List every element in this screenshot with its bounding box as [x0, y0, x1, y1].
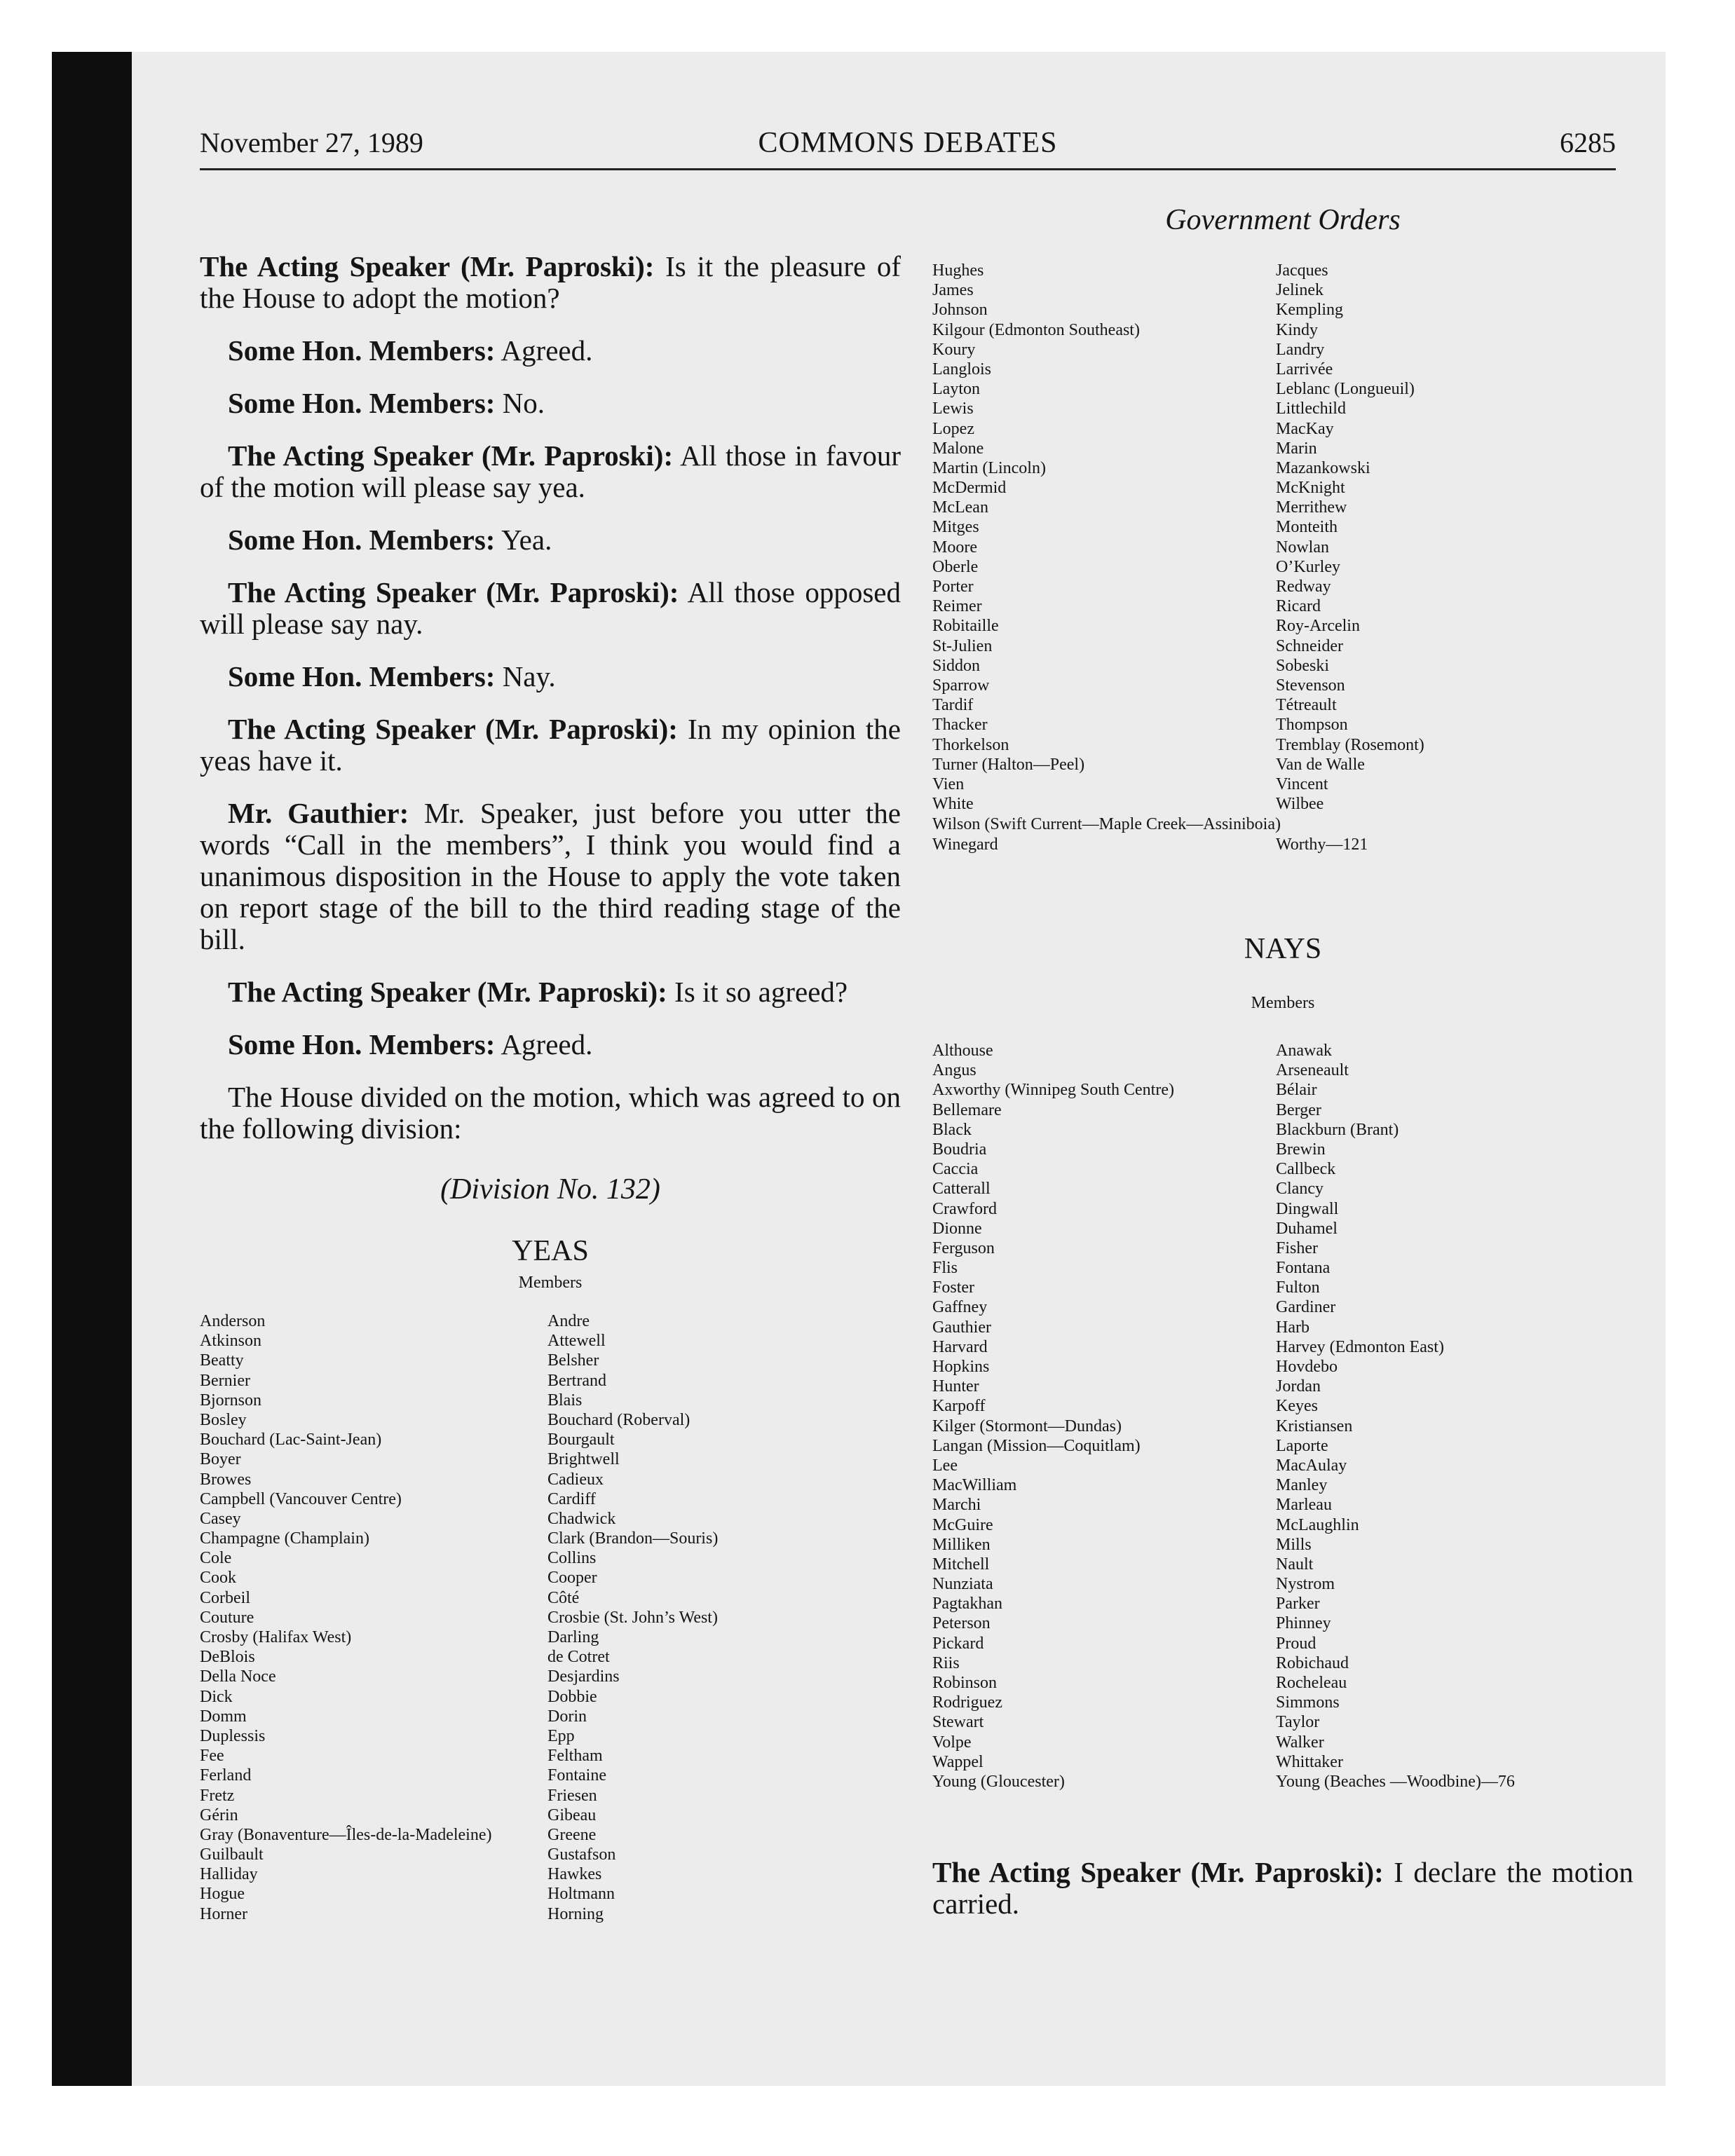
member-name: Marchi — [932, 1496, 981, 1515]
nays-members-label: Members — [1251, 994, 1315, 1012]
member-name: Milliken — [932, 1535, 991, 1554]
member-name: Bélair — [1276, 1081, 1317, 1100]
member-name: Malone — [932, 439, 984, 458]
yeas-members-label: Members — [518, 1274, 583, 1292]
member-name: Attewell — [547, 1332, 606, 1351]
yeas-list-col4 — [1276, 261, 1424, 814]
member-name: Vincent — [1276, 775, 1328, 793]
member-name: Gauthier — [932, 1318, 991, 1337]
member-name: Harvard — [932, 1337, 988, 1356]
member-name: de Cotret — [547, 1648, 610, 1667]
speech-text: Nay. — [495, 660, 556, 692]
member-name: Stewart — [932, 1713, 984, 1732]
member-name: Simmons — [1276, 1693, 1340, 1712]
member-name: Clark (Brandon—Souris) — [547, 1529, 719, 1548]
member-name: Proud — [1276, 1634, 1316, 1653]
speaker-name: Mr. Gauthier: — [228, 797, 409, 829]
member-name: Jacques — [1276, 261, 1328, 280]
member-name: Gaffney — [932, 1298, 988, 1317]
member-name: Riis — [932, 1653, 960, 1672]
member-name: Epp — [547, 1726, 575, 1745]
member-name: Nystrom — [1276, 1575, 1335, 1594]
member-name: Callbeck — [1276, 1160, 1336, 1179]
member-name: Fee — [200, 1747, 224, 1766]
speech-text: All those opposed will please say nay. — [200, 576, 901, 640]
member-name: Mazankowski — [1276, 458, 1370, 477]
debate-paragraph — [200, 1082, 901, 1145]
member-name: Reimer — [932, 597, 982, 616]
member-name: Bouchard (Roberval) — [547, 1410, 690, 1429]
member-name: Fisher — [1276, 1239, 1318, 1257]
debate-paragraph — [200, 976, 901, 1008]
member-name: Sobeski — [1276, 656, 1330, 675]
debate-paragraph — [200, 524, 901, 556]
member-name: Bertrand — [547, 1371, 606, 1390]
member-name: Ferland — [200, 1766, 252, 1785]
member-name: Littlechild — [1276, 400, 1346, 418]
member-name: Dorin — [547, 1707, 587, 1726]
speaker-name: Some Hon. Members: — [228, 387, 496, 419]
speaker-name: The Acting Speaker (Mr. Paproski): — [200, 250, 655, 282]
member-name: Greene — [547, 1825, 597, 1844]
member-name: Cooper — [547, 1569, 597, 1588]
member-name: Schneider — [1276, 636, 1343, 655]
member-name: Fulton — [1276, 1278, 1320, 1297]
speaker-name: Some Hon. Members: — [228, 660, 496, 692]
member-name: Redway — [1276, 578, 1331, 596]
member-name: Jelinek — [1276, 281, 1324, 300]
speaker-name: Some Hon. Members: — [228, 334, 496, 367]
member-name: Langlois — [932, 360, 991, 378]
member-name: Leblanc (Longueuil) — [1276, 380, 1415, 399]
speaker-name: The Acting Speaker (Mr. Paproski): — [932, 1856, 1384, 1888]
member-name: MacAulay — [1276, 1456, 1347, 1475]
member-name: Koury — [932, 340, 976, 359]
member-name: Dingwall — [1276, 1199, 1339, 1218]
speaker-name: The Acting Speaker (Mr. Paproski): — [228, 713, 678, 745]
member-name: Mitchell — [932, 1555, 990, 1574]
member-name: Campbell (Vancouver Centre) — [200, 1489, 402, 1508]
member-name: Hogue — [200, 1885, 245, 1904]
member-name: Belsher — [547, 1351, 599, 1370]
member-name: Jordan — [1276, 1377, 1321, 1396]
member-name: Crosby (Halifax West) — [200, 1628, 352, 1646]
member-name: Van de Walle — [1276, 755, 1365, 774]
member-name: Collins — [547, 1549, 597, 1568]
member-name: Casey — [200, 1509, 241, 1528]
member-name: Martin (Lincoln) — [932, 458, 1046, 477]
speech-text: No. — [495, 387, 545, 419]
member-name: Thompson — [1276, 716, 1348, 735]
member-name: Couture — [200, 1608, 254, 1627]
member-name: Arseneault — [1276, 1061, 1349, 1080]
member-name: Harb — [1276, 1318, 1309, 1337]
member-name: Blais — [547, 1391, 583, 1410]
member-name: Kindy — [1276, 320, 1318, 339]
member-name: Mills — [1276, 1535, 1312, 1554]
speaker-name: The Acting Speaker (Mr. Paproski): — [228, 439, 674, 472]
member-name: Wappel — [932, 1752, 984, 1771]
member-name: Feltham — [547, 1747, 603, 1766]
member-name: Kilger (Stormont—Dundas) — [932, 1417, 1122, 1435]
member-name: Guilbault — [200, 1845, 264, 1864]
speaker-name: The Acting Speaker (Mr. Paproski): — [228, 576, 679, 608]
member-name: Peterson — [932, 1614, 991, 1633]
member-name: Brewin — [1276, 1140, 1326, 1159]
member-name: Merrithew — [1276, 498, 1347, 517]
member-name: Langan (Mission—Coquitlam) — [932, 1436, 1141, 1455]
member-name: Wilson (Swift Current—Maple Creek—Assiniboia) — [932, 815, 1281, 833]
member-name: Ricard — [1276, 597, 1321, 616]
member-name: Angus — [932, 1061, 977, 1080]
member-name: Keyes — [1276, 1397, 1318, 1416]
speech-text: In my opinion the yeas have it. — [200, 713, 901, 777]
member-name: Cook — [200, 1569, 237, 1588]
debate-paragraph — [200, 335, 901, 367]
member-name: Layton — [932, 380, 980, 399]
member-name: Wilbee — [1276, 795, 1324, 814]
member-name: Oberle — [932, 557, 979, 576]
member-name: Robitaille — [932, 617, 999, 636]
member-name: Bellemare — [932, 1100, 1002, 1119]
member-name: Domm — [200, 1707, 247, 1726]
member-name: Caccia — [932, 1160, 979, 1179]
member-name: Rocheleau — [1276, 1674, 1347, 1692]
member-name: Hunter — [932, 1377, 979, 1396]
member-name: Dobbie — [547, 1687, 597, 1706]
member-name: Hawkes — [547, 1865, 602, 1884]
member-name: Lewis — [932, 400, 974, 418]
member-name: Berger — [1276, 1100, 1321, 1119]
member-name: Friesen — [547, 1786, 597, 1805]
member-name: McLean — [932, 498, 988, 517]
member-name: Gustafson — [547, 1845, 616, 1864]
nays-list-col2 — [1276, 1041, 1515, 1792]
yeas-heading: YEAS — [512, 1235, 589, 1267]
debate-paragraph — [200, 714, 901, 777]
debate-paragraph — [200, 798, 901, 955]
member-name: Crosbie (St. John’s West) — [547, 1608, 718, 1627]
speech-text: Agreed. — [495, 334, 593, 367]
speech-text: Is it the pleasure of the House to adopt the motion? — [200, 250, 901, 314]
member-name: Volpe — [932, 1733, 972, 1752]
section-title: Government Orders — [1165, 204, 1401, 236]
member-name: Robichaud — [1276, 1653, 1349, 1672]
member-name: Robinson — [932, 1674, 998, 1692]
member-name: Corbeil — [200, 1588, 250, 1607]
member-name: Fretz — [200, 1786, 235, 1805]
member-name: Pagtakhan — [932, 1595, 1002, 1613]
member-name: Duhamel — [1276, 1219, 1338, 1238]
member-name: Kempling — [1276, 301, 1343, 320]
nays-heading: NAYS — [1244, 933, 1322, 965]
member-name: Andre — [547, 1312, 590, 1330]
member-name: Sparrow — [932, 676, 990, 695]
member-name: McDermid — [932, 479, 1007, 498]
member-name: Anawak — [1276, 1042, 1332, 1060]
member-name: Dick — [200, 1687, 233, 1706]
member-name: St-Julien — [932, 636, 993, 655]
member-name: Darling — [547, 1628, 599, 1646]
member-name: MacKay — [1276, 419, 1334, 438]
member-name: Holtmann — [547, 1885, 615, 1904]
debate-paragraph — [200, 251, 901, 314]
speech-text: Mr. Speaker, just before you utter the words “Call in the members”, I think you would find a unanimous disposition in the House to apply the vote taken on report stage of the bill to the third reading stage of the bill. — [200, 797, 901, 955]
member-name: Harvey (Edmonton East) — [1276, 1337, 1444, 1356]
member-name: Stevenson — [1276, 676, 1345, 695]
member-name: O’Kurley — [1276, 557, 1340, 576]
debate-column — [200, 251, 901, 1292]
member-name: Parker — [1276, 1595, 1320, 1613]
member-name: White — [932, 795, 974, 814]
member-name: McKnight — [1276, 479, 1345, 498]
member-name: Blackburn (Brant) — [1276, 1120, 1399, 1139]
member-name: McGuire — [932, 1515, 993, 1534]
member-name: Cole — [200, 1549, 232, 1568]
member-name: Gérin — [200, 1806, 238, 1824]
debate-paragraph — [200, 1029, 901, 1060]
member-name: Althouse — [932, 1042, 993, 1060]
speaker-name: Some Hon. Members: — [228, 1028, 496, 1060]
member-name: Catterall — [932, 1180, 991, 1199]
member-name: Gray (Bonaventure—Îles-de-la-Madeleine) — [200, 1825, 492, 1844]
member-name: Thorkelson — [932, 735, 1009, 754]
member-name: Duplessis — [200, 1726, 266, 1745]
member-name: Nault — [1276, 1555, 1314, 1574]
member-name: Fontaine — [547, 1766, 606, 1785]
binding-edge — [52, 52, 132, 2086]
member-name: MacWilliam — [932, 1476, 1017, 1495]
member-name: Horning — [547, 1904, 604, 1923]
member-name: Hopkins — [932, 1358, 990, 1376]
member-name: Foster — [932, 1278, 974, 1297]
page-header — [200, 126, 1616, 170]
member-name: Siddon — [932, 656, 981, 675]
member-name: Kristiansen — [1276, 1417, 1353, 1435]
member-name: Taylor — [1276, 1713, 1320, 1732]
member-name: Phinney — [1276, 1614, 1331, 1633]
member-name: Lee — [932, 1456, 958, 1475]
yeas-list-col1 — [200, 1311, 491, 1924]
member-name: Monteith — [1276, 518, 1338, 537]
member-name: Boudria — [932, 1140, 987, 1159]
member-name: Cardiff — [547, 1489, 596, 1508]
yeas-list-col2 — [547, 1311, 718, 1924]
member-name: Turner (Halton—Peel) — [932, 755, 1085, 774]
member-name: Flis — [932, 1259, 958, 1278]
member-name: Porter — [932, 578, 974, 596]
speech-text: Is it so agreed? — [667, 976, 848, 1008]
member-name: Hughes — [932, 261, 984, 280]
member-name: Axworthy (Winnipeg South Centre) — [932, 1081, 1174, 1100]
member-name: McLaughlin — [1276, 1515, 1359, 1534]
member-name: Gibeau — [547, 1806, 597, 1824]
member-name: Tétreault — [1276, 696, 1337, 715]
member-name: Brightwell — [547, 1450, 620, 1469]
member-name: Bjornson — [200, 1391, 262, 1410]
member-name: James — [932, 281, 974, 300]
member-name: Ferguson — [932, 1239, 995, 1257]
member-name: Bosley — [200, 1410, 247, 1429]
member-name: Marleau — [1276, 1496, 1332, 1515]
yeas-list-col3 — [932, 261, 1140, 814]
member-name: Desjardins — [547, 1667, 620, 1686]
member-name: Clancy — [1276, 1180, 1324, 1199]
member-name: Gardiner — [1276, 1298, 1336, 1317]
member-name: Fontana — [1276, 1259, 1331, 1278]
member-name: Cadieux — [547, 1470, 604, 1489]
header-date: November 27, 1989 — [200, 127, 423, 158]
debate-paragraph — [200, 388, 901, 419]
speaker-name: Some Hon. Members: — [228, 524, 496, 556]
member-name: Anderson — [200, 1312, 266, 1330]
member-name: Moore — [932, 538, 977, 557]
debate-paragraph — [200, 661, 901, 692]
member-name: Johnson — [932, 301, 988, 320]
member-name: Chadwick — [547, 1509, 616, 1528]
yeas-last-right — [1276, 835, 1368, 854]
member-name: Walker — [1276, 1733, 1324, 1752]
member-name: DeBlois — [200, 1648, 255, 1667]
speech-text: Agreed. — [495, 1028, 593, 1060]
nays-list-col1 — [932, 1041, 1174, 1792]
member-name: Bourgault — [547, 1431, 615, 1449]
division-number: (Division No. 132) — [440, 1173, 660, 1206]
member-name: Kilgour (Edmonton Southeast) — [932, 320, 1140, 339]
member-name: Roy-Arcelin — [1276, 617, 1360, 636]
member-name: Browes — [200, 1470, 252, 1489]
member-name: Tardif — [932, 696, 974, 715]
yeas-total: Worthy—121 — [1276, 835, 1368, 854]
member-name: Karpoff — [932, 1397, 986, 1416]
member-name: Young (Gloucester) — [932, 1772, 1065, 1791]
member-name: Hovdebo — [1276, 1358, 1338, 1376]
member-name: Halliday — [200, 1865, 258, 1884]
speech-text: I declare the motion carried. — [932, 1856, 1633, 1920]
member-name: Tremblay (Rosemont) — [1276, 735, 1424, 754]
header-page-number: 6285 — [1560, 127, 1616, 158]
member-name: Manley — [1276, 1476, 1328, 1495]
member-name: Rodriguez — [932, 1693, 1002, 1712]
member-name: Bernier — [200, 1371, 250, 1390]
speech-text: All those in favour of the motion will please say yea. — [200, 439, 901, 503]
member-name: Champagne (Champlain) — [200, 1529, 369, 1548]
member-name: Côté — [547, 1588, 580, 1607]
member-name: Larrivée — [1276, 360, 1333, 378]
member-name: Lopez — [932, 419, 974, 438]
member-name: Bouchard (Lac-Saint-Jean) — [200, 1431, 382, 1449]
member-name: Crawford — [932, 1199, 997, 1218]
debate-paragraph — [200, 440, 901, 503]
member-name: Atkinson — [200, 1332, 262, 1351]
speaker-name: The Acting Speaker (Mr. Paproski): — [228, 976, 667, 1008]
member-name: Landry — [1276, 340, 1325, 359]
member-name: Beatty — [200, 1351, 244, 1370]
member-name: Nunziata — [932, 1575, 993, 1594]
member-name: Thacker — [932, 716, 988, 735]
member-name: Whittaker — [1276, 1752, 1343, 1771]
speech-text: Yea. — [495, 524, 552, 556]
member-name: Laporte — [1276, 1436, 1328, 1455]
member-name: Marin — [1276, 439, 1317, 458]
closing-paragraph — [932, 1857, 1633, 1920]
member-name: Nowlan — [1276, 538, 1329, 557]
member-name: Della Noce — [200, 1667, 276, 1686]
debate-paragraph — [200, 577, 901, 640]
member-name: Dionne — [932, 1219, 982, 1238]
member-name: Mitges — [932, 518, 979, 537]
member-name: Young (Beaches —Woodbine)—76 — [1276, 1772, 1515, 1791]
member-name: Pickard — [932, 1634, 984, 1653]
member-name: Black — [932, 1120, 972, 1139]
header-journal-title: COMMONS DEBATES — [758, 127, 1058, 159]
speech-text: The House divided on the motion, which was agreed to on the following division: — [200, 1081, 901, 1145]
member-name: Vien — [932, 775, 965, 793]
member-name: Winegard — [932, 835, 998, 854]
member-name: Boyer — [200, 1450, 241, 1469]
member-name: Horner — [200, 1904, 247, 1923]
yeas-last-left — [932, 835, 998, 854]
